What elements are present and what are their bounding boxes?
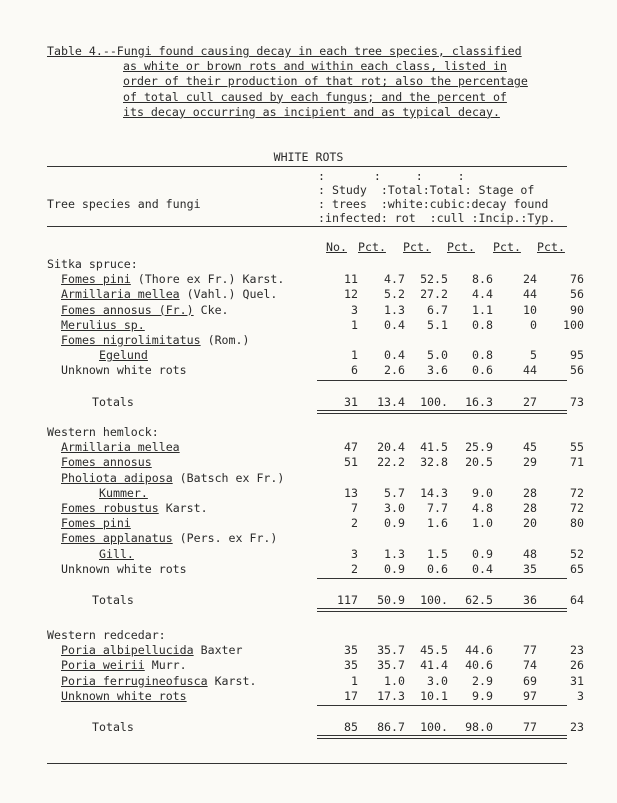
cell-value: 0.9 bbox=[384, 561, 405, 576]
fungus-label bbox=[99, 348, 148, 362]
header-col-text: :infected: rot :cull :Incip.:Typ. bbox=[318, 211, 556, 225]
cell-value: 0.8 bbox=[472, 317, 493, 332]
totals-row bbox=[47, 593, 584, 608]
cell-value: 17 bbox=[344, 688, 358, 703]
cell-value: 29 bbox=[523, 455, 537, 470]
table-row bbox=[47, 348, 584, 363]
cell-value: 10 bbox=[523, 302, 537, 317]
cell-value: 26 bbox=[570, 658, 584, 673]
table-row bbox=[47, 546, 584, 562]
caption-line: its decay occurring as incipient and as typical decay. bbox=[123, 104, 500, 119]
fungus-name: Unknown white rots bbox=[61, 688, 187, 703]
cell-value: 7 bbox=[351, 501, 358, 515]
cell-value: 0.4 bbox=[384, 317, 405, 332]
subtotal-rule bbox=[317, 380, 567, 381]
cell-value: 1 bbox=[351, 348, 358, 363]
fungus-authority: Baxter bbox=[193, 643, 243, 658]
table-row bbox=[47, 658, 584, 673]
cell-value: 5.0 bbox=[427, 348, 448, 363]
total-value: 77 bbox=[523, 720, 537, 734]
cell-value: 14.3 bbox=[420, 485, 448, 500]
fungus-label bbox=[61, 471, 284, 485]
totals-label: Totals bbox=[92, 720, 134, 734]
total-value: 117 bbox=[337, 593, 358, 607]
cell-value: 10.1 bbox=[420, 688, 448, 703]
fungus-name: Egelund bbox=[99, 348, 148, 363]
species-heading bbox=[47, 257, 572, 272]
cell-value: 0.6 bbox=[472, 363, 493, 378]
cell-value: 6 bbox=[351, 363, 358, 378]
header-rule bbox=[47, 226, 567, 227]
fungus-authority: (Vahl.) Quel. bbox=[179, 287, 278, 302]
unit-label: Pct. bbox=[447, 240, 475, 254]
totals-row bbox=[47, 394, 584, 410]
cell-value: 41.5 bbox=[420, 440, 448, 455]
cell-value: 1 bbox=[351, 673, 358, 688]
unit-label: Pct. bbox=[493, 240, 521, 254]
subtotal-rule bbox=[317, 705, 567, 706]
cell-value: 11 bbox=[344, 272, 358, 287]
cell-value: 1.3 bbox=[384, 302, 405, 317]
cell-value: 3.0 bbox=[384, 501, 405, 515]
table-row bbox=[47, 673, 584, 689]
species-label: Sitka spruce: bbox=[47, 257, 138, 271]
fungus-name: Gill. bbox=[99, 546, 134, 561]
cell-value: 25.9 bbox=[465, 440, 493, 455]
unit-label: No. bbox=[326, 240, 347, 254]
fungus-label bbox=[99, 486, 148, 500]
fungus-name: Fomes nigrolimitatus bbox=[61, 333, 201, 347]
cell-value: 35.7 bbox=[377, 658, 405, 673]
caption-line: as white or brown rots and within each class, listed in bbox=[123, 59, 507, 74]
total-double-rule bbox=[317, 410, 567, 414]
table-row bbox=[47, 317, 584, 333]
cell-value: 95 bbox=[570, 348, 584, 363]
cell-value: 17.3 bbox=[377, 688, 405, 703]
cell-value: 13 bbox=[344, 485, 358, 500]
cell-value: 0.8 bbox=[472, 348, 493, 363]
caption-line: of total cull caused by each fungus; and the percent of bbox=[123, 89, 507, 104]
cell-value: 20 bbox=[523, 516, 537, 531]
cell-value: 1.5 bbox=[427, 546, 448, 561]
unit-label: Pct. bbox=[537, 240, 565, 254]
fungus-name: Armillaria mellea bbox=[61, 440, 180, 455]
fungus-name: Fomes pini bbox=[61, 272, 131, 287]
cell-value: 1.6 bbox=[427, 516, 448, 531]
fungus-name: Fomes annosus (Fr.) bbox=[61, 302, 194, 317]
fungus-authority: Unknown white rots bbox=[61, 363, 187, 378]
cell-value: 0.4 bbox=[384, 348, 405, 363]
cell-value: 6.7 bbox=[427, 302, 448, 317]
cell-value: 72 bbox=[570, 485, 584, 500]
cell-value: 23 bbox=[570, 643, 584, 658]
total-value: 23 bbox=[570, 720, 584, 734]
fungus-name: Merulius sp. bbox=[61, 317, 145, 332]
fungus-authority: Karst. bbox=[207, 673, 257, 688]
total-value: 64 bbox=[570, 593, 584, 607]
cell-value: 0.4 bbox=[472, 561, 493, 576]
table-row bbox=[47, 363, 584, 378]
table-row bbox=[47, 333, 572, 348]
fungus-label bbox=[61, 516, 131, 530]
unit-label: Pct. bbox=[358, 240, 386, 254]
cell-value: 5.7 bbox=[384, 485, 405, 500]
fungus-label bbox=[61, 643, 243, 657]
cell-value: 69 bbox=[523, 673, 537, 688]
table-row bbox=[47, 471, 572, 486]
fungus-authority: (Batsch ex Fr.) bbox=[172, 470, 285, 485]
cell-value: 35.7 bbox=[377, 643, 405, 658]
cell-value: 3.0 bbox=[427, 673, 448, 688]
cell-value: 47 bbox=[344, 440, 358, 455]
fungus-label bbox=[61, 674, 256, 688]
fungus-label bbox=[61, 363, 187, 377]
table-row bbox=[47, 688, 584, 704]
fungus-name: Fomes robustus bbox=[61, 501, 159, 515]
fungus-label bbox=[61, 287, 277, 301]
cell-value: 35 bbox=[344, 643, 358, 658]
fungus-name: Pholiota adiposa bbox=[61, 470, 173, 485]
top-rule bbox=[47, 166, 567, 167]
header-colon-text: : : : : bbox=[318, 169, 465, 183]
cell-value: 28 bbox=[523, 501, 537, 515]
header-stub-label: Tree species and fungi bbox=[47, 197, 201, 211]
cell-value: 27.2 bbox=[420, 287, 448, 302]
total-double-rule bbox=[317, 735, 567, 739]
fungus-authority: (Rom.) bbox=[200, 333, 250, 347]
totals-row bbox=[47, 720, 584, 735]
fungus-authority: Karst. bbox=[158, 501, 208, 515]
header-col-text: : trees :white:cubic:decay found bbox=[318, 197, 549, 211]
cell-value: 3.6 bbox=[427, 363, 448, 378]
table-row bbox=[47, 516, 584, 531]
total-value: 100. bbox=[420, 593, 448, 607]
fungus-label bbox=[61, 689, 187, 703]
cell-value: 35 bbox=[523, 561, 537, 576]
cell-value: 48 bbox=[523, 546, 537, 561]
fungus-label bbox=[61, 531, 277, 545]
cell-value: 12 bbox=[344, 287, 358, 302]
cell-value: 1.0 bbox=[384, 673, 405, 688]
fungus-name: Poria ferrugineofusca bbox=[61, 673, 208, 688]
cell-value: 0.9 bbox=[384, 516, 405, 531]
table-subtitle: WHITE ROTS bbox=[273, 150, 344, 164]
cell-value: 44.6 bbox=[465, 643, 493, 658]
species-label: Western hemlock: bbox=[47, 425, 159, 439]
fungus-name: Poria weirii bbox=[61, 658, 145, 673]
table-row bbox=[47, 272, 584, 287]
cell-value: 51 bbox=[344, 455, 358, 470]
cell-value: 32.8 bbox=[420, 455, 448, 470]
fungus-name: Armillaria mellea bbox=[61, 287, 180, 302]
fungus-name: Kummer. bbox=[99, 485, 148, 500]
cell-value: 71 bbox=[570, 455, 584, 470]
fungus-label bbox=[61, 272, 284, 286]
fungus-label bbox=[61, 318, 145, 332]
cell-value: 56 bbox=[570, 287, 584, 302]
cell-value: 52 bbox=[570, 546, 584, 561]
cell-value: 0.6 bbox=[427, 561, 448, 576]
cell-value: 4.8 bbox=[472, 501, 493, 515]
cell-value: 2 bbox=[351, 516, 358, 531]
cell-value: 56 bbox=[570, 363, 584, 378]
cell-value: 22.2 bbox=[377, 455, 405, 470]
total-value: 31 bbox=[344, 394, 358, 409]
cell-value: 2 bbox=[351, 561, 358, 576]
cell-value: 0.9 bbox=[472, 546, 493, 561]
fungus-label bbox=[61, 562, 187, 576]
cell-value: 45.5 bbox=[420, 643, 448, 658]
cell-value: 74 bbox=[523, 658, 537, 673]
caption-line: order of their production of that rot; also the percentage bbox=[123, 74, 528, 89]
fungus-label bbox=[61, 303, 229, 317]
total-double-rule bbox=[317, 608, 567, 612]
cell-value: 5 bbox=[530, 348, 537, 363]
species-heading bbox=[47, 425, 572, 440]
fungus-label bbox=[99, 547, 134, 561]
cell-value: 3 bbox=[577, 688, 584, 703]
fungus-authority: Murr. bbox=[144, 658, 187, 673]
total-value: 16.3 bbox=[465, 394, 493, 409]
species-label: Western redcedar: bbox=[47, 628, 166, 642]
fungus-label bbox=[61, 455, 152, 469]
cell-value: 2.6 bbox=[384, 363, 405, 378]
caption-line: Table 4.--Fungi found causing decay in each tree species, classified bbox=[47, 44, 522, 58]
table-row bbox=[47, 302, 584, 318]
fungus-label bbox=[61, 440, 180, 454]
fungus-label bbox=[61, 658, 187, 672]
cell-value: 3 bbox=[351, 546, 358, 561]
fungus-name: Fomes applanatus bbox=[61, 531, 173, 546]
species-heading bbox=[47, 628, 572, 643]
cell-value: 20.4 bbox=[377, 440, 405, 455]
cell-value: 44 bbox=[523, 287, 537, 302]
cell-value: 4.7 bbox=[384, 272, 405, 287]
cell-value: 80 bbox=[570, 516, 584, 531]
cell-value: 28 bbox=[523, 485, 537, 500]
table-row bbox=[47, 531, 572, 546]
total-value: 73 bbox=[570, 394, 584, 409]
cell-value: 31 bbox=[570, 673, 584, 688]
cell-value: 1.1 bbox=[472, 302, 493, 317]
unit-label: Pct. bbox=[403, 240, 431, 254]
total-value: 100. bbox=[420, 720, 448, 734]
bottom-rule bbox=[47, 763, 567, 764]
fungus-authority: Cke. bbox=[193, 302, 229, 317]
cell-value: 1.3 bbox=[384, 546, 405, 561]
fungus-name: Poria albipellucida bbox=[61, 643, 194, 658]
total-value: 98.0 bbox=[465, 720, 493, 734]
cell-value: 2.9 bbox=[472, 673, 493, 688]
cell-value: 40.6 bbox=[465, 658, 493, 673]
cell-value: 1 bbox=[351, 317, 358, 332]
fungus-name: Fomes pini bbox=[61, 516, 131, 531]
cell-value: 44 bbox=[523, 363, 537, 378]
cell-value: 0 bbox=[530, 317, 537, 332]
totals-label: Totals bbox=[92, 593, 134, 607]
fungus-authority: (Pers. ex Fr.) bbox=[172, 531, 278, 546]
cell-value: 65 bbox=[570, 561, 584, 576]
cell-value: 45 bbox=[523, 440, 537, 455]
cell-value: 77 bbox=[523, 643, 537, 658]
cell-value: 1.0 bbox=[472, 516, 493, 531]
table-caption bbox=[47, 44, 577, 120]
total-value: 86.7 bbox=[377, 720, 405, 734]
total-value: 36 bbox=[523, 593, 537, 607]
cell-value: 90 bbox=[570, 302, 584, 317]
cell-value: 9.0 bbox=[472, 485, 493, 500]
subtotal-rule bbox=[317, 578, 567, 579]
cell-value: 4.4 bbox=[472, 287, 493, 302]
table-row bbox=[47, 287, 584, 302]
cell-value: 20.5 bbox=[465, 455, 493, 470]
fungus-label bbox=[61, 333, 249, 347]
total-value: 100. bbox=[420, 394, 448, 409]
total-value: 50.9 bbox=[377, 593, 405, 607]
fungus-name: Fomes annosus bbox=[61, 455, 152, 470]
cell-value: 3 bbox=[351, 302, 358, 317]
fungus-authority: (Thore ex Fr.) Karst. bbox=[130, 272, 285, 287]
table-row bbox=[47, 643, 584, 658]
fungus-label bbox=[61, 501, 208, 515]
total-value: 85 bbox=[344, 720, 358, 734]
cell-value: 24 bbox=[523, 272, 537, 287]
totals-label: Totals bbox=[92, 394, 134, 409]
fungus-authority: Unknown white rots bbox=[61, 561, 187, 576]
table-row bbox=[47, 455, 584, 470]
cell-value: 9.9 bbox=[472, 688, 493, 703]
table-row bbox=[47, 561, 584, 577]
cell-value: 7.7 bbox=[427, 501, 448, 515]
total-value: 62.5 bbox=[465, 593, 493, 607]
total-value: 13.4 bbox=[377, 394, 405, 409]
cell-value: 76 bbox=[570, 272, 584, 287]
cell-value: 55 bbox=[570, 440, 584, 455]
cell-value: 8.6 bbox=[472, 272, 493, 287]
cell-value: 100 bbox=[563, 317, 584, 332]
cell-value: 5.1 bbox=[427, 317, 448, 332]
header-row-3 bbox=[47, 211, 572, 239]
cell-value: 41.4 bbox=[420, 658, 448, 673]
table-row bbox=[47, 440, 584, 455]
cell-value: 97 bbox=[523, 688, 537, 703]
table-row bbox=[47, 485, 584, 501]
total-value: 27 bbox=[523, 394, 537, 409]
table-row bbox=[47, 501, 584, 516]
cell-value: 72 bbox=[570, 501, 584, 515]
cell-value: 35 bbox=[344, 658, 358, 673]
header-col-text: : Study :Total:Total: Stage of bbox=[318, 183, 535, 197]
cell-value: 5.2 bbox=[384, 287, 405, 302]
cell-value: 52.5 bbox=[420, 272, 448, 287]
